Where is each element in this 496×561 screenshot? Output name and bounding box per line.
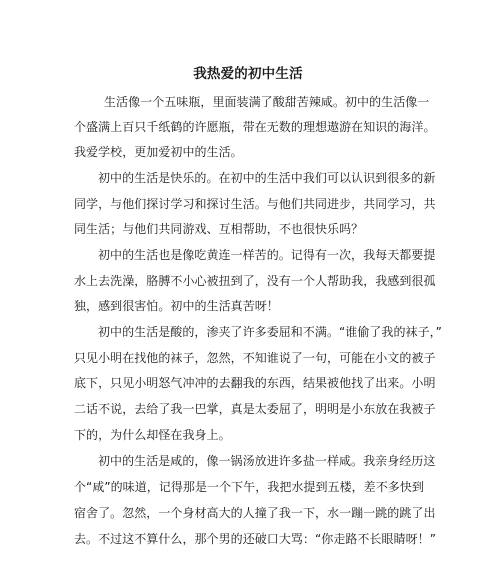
paragraph-line: 宿舍了。忽然，一个身材高大的人撞了我一下，水一蹦一跳的跳了出 bbox=[74, 506, 436, 520]
paragraph-line: 我爱学校，更加爱初中的生活。 bbox=[74, 145, 243, 159]
paragraph-line: 初中的生活是快乐的。在初中的生活中我们可以认识到很多的新 bbox=[98, 171, 436, 185]
paragraph-line: 初中的生活是咸的，像一锅汤放进许多盐一样咸。我亲身经历这 bbox=[98, 454, 436, 468]
paragraph-line: 水上去洗澡，胳膊不小心被扭到了，没有一个人帮助我，我感到很孤 bbox=[74, 274, 436, 288]
paragraph-line: 个盛满上百只千纸鹤的许愿瓶，带在无数的理想遨游在知识的海洋。 bbox=[74, 120, 436, 134]
paragraph-line: 初中的生活也是像吃黄连一样苦的。记得有一次，我每天都要提 bbox=[98, 248, 436, 262]
paragraph-line: 初中的生活是酸的，渗夹了许多委屈和不满。“谁偷了我的袜子，” bbox=[98, 325, 442, 339]
paragraph-line: 个“咸”的味道，记得那是一个下午，我把水提到五楼，差不多快到 bbox=[74, 480, 424, 494]
paragraph-line: 二话不说，去给了我一巴掌，真是太委屈了，明明是小东放在我被子 bbox=[74, 402, 436, 416]
paragraph-line: 同生活；与他们共同游戏、互相帮助，不也很快乐吗？ bbox=[74, 222, 364, 236]
paragraph-line: 同学，与他们探讨学习和探讨生活。与他们共同进步，共同学习，共 bbox=[74, 197, 436, 211]
paragraph-line: 只见小明在找他的袜子，忽然，不知谁说了一句，可能在小文的被子 bbox=[74, 351, 436, 365]
paragraph-line: 独，感到很害怕。初中的生活真苦呀！ bbox=[74, 299, 279, 313]
paragraph-line: 底下，只见小明怒气冲冲的去翻我的东西，结果被他找了出来。小明 bbox=[74, 376, 436, 390]
paragraph-line: 生活像一个五味瓶，里面装满了酸甜苦辣咸。初中的生活像一 bbox=[104, 95, 430, 109]
paragraph-line: 去。不过这不算什么，那个男的还破口大骂：“你走路不长眼睛呀！” bbox=[74, 532, 436, 546]
paragraph-line: 下的，为什么却怪在我身上。 bbox=[74, 428, 231, 442]
document-title: 我热爱的初中生活 bbox=[193, 66, 303, 82]
